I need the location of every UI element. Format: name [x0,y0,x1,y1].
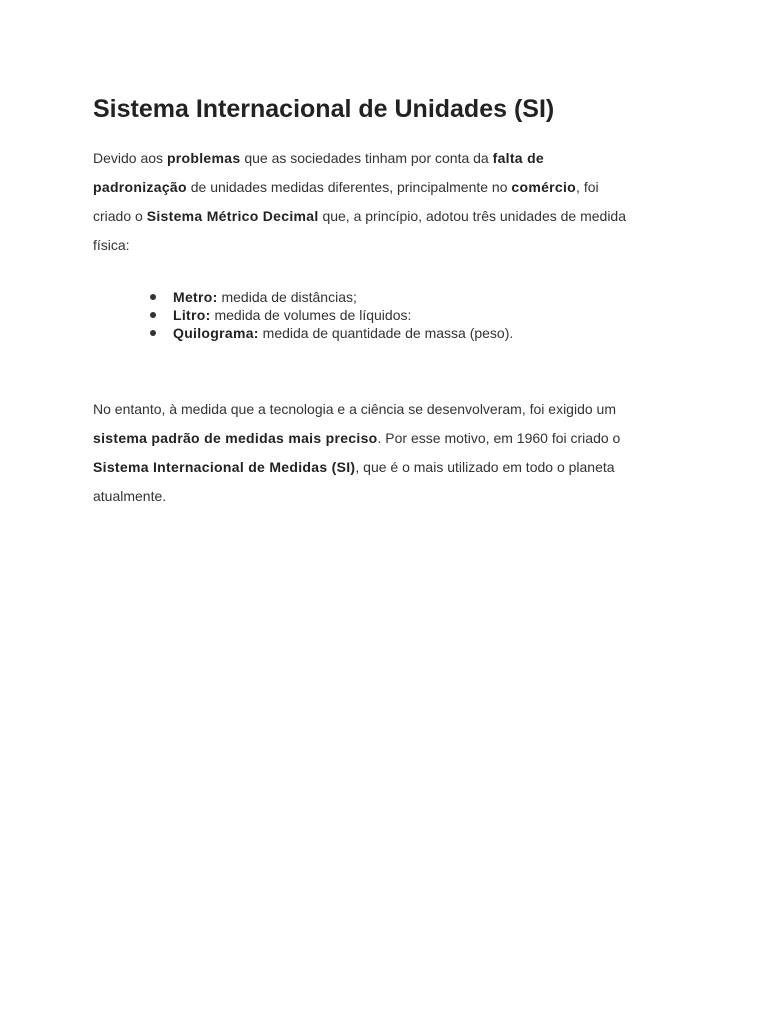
bullet-icon [150,294,156,300]
text-line [93,231,626,260]
bold-text: padronização [93,179,187,195]
text: , foi [576,179,599,195]
bold-text: problemas [166,150,241,166]
text-line [93,144,626,173]
list-description: medida de volumes de líquidos: [210,307,412,323]
bullet-icon [150,330,156,336]
text: que, a princípio, adotou três unidades de medida [318,208,626,224]
intro-paragraph [93,144,626,260]
si-paragraph [93,395,620,511]
list-description: medida de distâncias; [217,289,357,305]
text-line [93,482,620,511]
bold-text: comércio [511,179,577,195]
text-line [93,453,620,482]
list-term: Quilograma: [173,325,259,341]
units-list [150,288,513,342]
bold-text: falta de [492,150,545,166]
text-line [93,395,620,424]
bold-text: Sistema Internacional de Medidas (SI) [93,459,356,475]
bold-text: Sistema Métrico Decimal [146,208,319,224]
text: física: [93,237,130,253]
bold-text: sistema padrão de medidas mais preciso [93,430,378,446]
list-item [150,306,513,324]
list-term: Metro: [173,289,218,305]
text: No entanto, à medida que a tecnologia e a ciência se desenvolveram, foi exigido um [93,401,616,417]
text: criado o [93,208,147,224]
text: , que é o mais utilizado em todo o planeta [355,459,615,475]
list-description: medida de quantidade de massa (peso). [258,325,514,341]
page-title: Sistema Internacional de Unidades (SI) [93,95,555,123]
text: que as sociedades tinham por conta da [240,150,493,166]
list-item [150,324,513,342]
list-term: Litro: [173,307,211,323]
bullet-icon [150,312,156,318]
text: . Por esse motivo, em 1960 foi criado o [377,430,621,446]
text: de unidades medidas diferentes, principalmente no [186,179,512,195]
text: atualmente. [93,488,167,504]
text-line [93,173,626,202]
text-line [93,202,626,231]
list-item [150,288,513,306]
text: Devido aos [93,150,167,166]
text-line [93,424,620,453]
